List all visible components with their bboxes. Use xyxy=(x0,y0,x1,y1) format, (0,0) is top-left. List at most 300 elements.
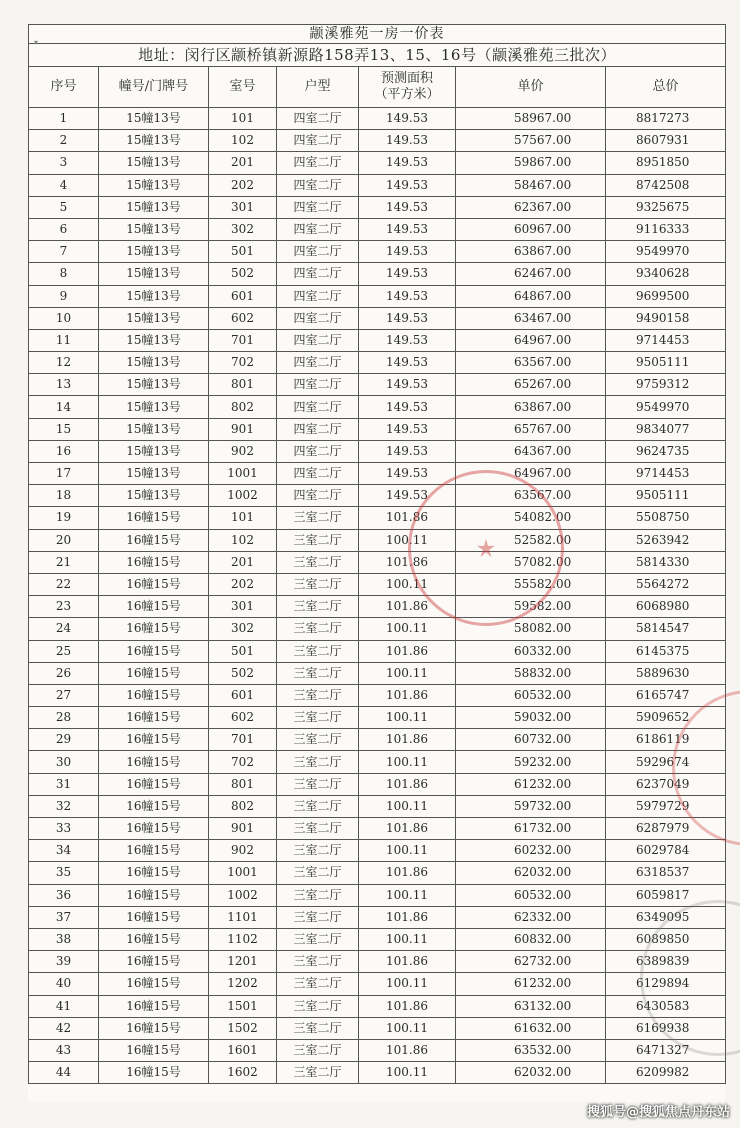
cell-total-price: 9340628 xyxy=(606,263,726,285)
table-row xyxy=(29,773,726,795)
table-row xyxy=(29,951,726,973)
cell-building: 16幢15号 xyxy=(99,573,209,595)
cell-area: 101.86 xyxy=(359,507,456,529)
cell-seq: 42 xyxy=(29,1017,99,1039)
cell-total-price: 9505111 xyxy=(606,352,726,374)
cell-building: 16幢15号 xyxy=(99,684,209,706)
cell-total-price: 6089850 xyxy=(606,928,726,950)
cell-room: 802 xyxy=(209,795,277,817)
price-sheet xyxy=(28,24,725,1102)
cell-unit-price: 55582.00 xyxy=(456,573,606,595)
cell-layout: 四室二厅 xyxy=(277,418,359,440)
cell-layout: 四室二厅 xyxy=(277,152,359,174)
cell-total-price: 8951850 xyxy=(606,152,726,174)
cell-building: 15幢13号 xyxy=(99,285,209,307)
cell-seq: 20 xyxy=(29,529,99,551)
table-row xyxy=(29,529,726,551)
cell-unit-price: 62032.00 xyxy=(456,1062,606,1084)
table-row xyxy=(29,352,726,374)
table-row xyxy=(29,440,726,462)
cell-area: 149.53 xyxy=(359,307,456,329)
cell-room: 302 xyxy=(209,218,277,240)
table-title: 颛溪雅苑一房一价表 xyxy=(29,25,726,44)
cell-area: 100.11 xyxy=(359,662,456,684)
table-row xyxy=(29,1017,726,1039)
cell-unit-price: 64867.00 xyxy=(456,285,606,307)
cell-layout: 三室二厅 xyxy=(277,707,359,729)
table-row xyxy=(29,396,726,418)
table-body xyxy=(29,108,726,1084)
cell-total-price: 5508750 xyxy=(606,507,726,529)
cell-total-price: 6471327 xyxy=(606,1039,726,1061)
cell-unit-price: 54082.00 xyxy=(456,507,606,529)
cell-layout: 三室二厅 xyxy=(277,906,359,928)
cell-area: 149.53 xyxy=(359,463,456,485)
cell-area: 100.11 xyxy=(359,529,456,551)
cell-seq: 11 xyxy=(29,329,99,351)
cell-area: 149.53 xyxy=(359,130,456,152)
cell-building: 15幢13号 xyxy=(99,174,209,196)
header-layout: 户型 xyxy=(277,67,359,108)
table-row xyxy=(29,928,726,950)
cell-room: 702 xyxy=(209,751,277,773)
cell-seq: 34 xyxy=(29,840,99,862)
table-row xyxy=(29,818,726,840)
table-row xyxy=(29,884,726,906)
cell-area: 100.11 xyxy=(359,928,456,950)
cell-building: 15幢13号 xyxy=(99,263,209,285)
cell-area: 100.11 xyxy=(359,884,456,906)
cell-unit-price: 61232.00 xyxy=(456,773,606,795)
cell-seq: 36 xyxy=(29,884,99,906)
cell-unit-price: 58082.00 xyxy=(456,618,606,640)
cell-total-price: 5929674 xyxy=(606,751,726,773)
cell-seq: 40 xyxy=(29,973,99,995)
cell-total-price: 6237049 xyxy=(606,773,726,795)
table-row xyxy=(29,285,726,307)
cell-total-price: 5889630 xyxy=(606,662,726,684)
cell-room: 102 xyxy=(209,130,277,152)
cell-building: 16幢15号 xyxy=(99,818,209,840)
cell-seq: 24 xyxy=(29,618,99,640)
cell-layout: 三室二厅 xyxy=(277,596,359,618)
cell-building: 16幢15号 xyxy=(99,928,209,950)
cell-seq: 33 xyxy=(29,818,99,840)
table-row xyxy=(29,551,726,573)
cell-building: 16幢15号 xyxy=(99,1017,209,1039)
cell-room: 901 xyxy=(209,818,277,840)
cell-room: 201 xyxy=(209,551,277,573)
cell-unit-price: 62732.00 xyxy=(456,951,606,973)
cell-total-price: 9714453 xyxy=(606,463,726,485)
cell-seq: 12 xyxy=(29,352,99,374)
cell-room: 801 xyxy=(209,773,277,795)
cell-unit-price: 58832.00 xyxy=(456,662,606,684)
cell-building: 15幢13号 xyxy=(99,418,209,440)
cell-layout: 三室二厅 xyxy=(277,751,359,773)
cell-seq: 3 xyxy=(29,152,99,174)
table-row xyxy=(29,640,726,662)
table-row xyxy=(29,507,726,529)
cell-layout: 三室二厅 xyxy=(277,529,359,551)
cell-layout: 三室二厅 xyxy=(277,884,359,906)
cell-layout: 三室二厅 xyxy=(277,1062,359,1084)
table-row xyxy=(29,374,726,396)
cell-total-price: 6169938 xyxy=(606,1017,726,1039)
cell-room: 101 xyxy=(209,507,277,529)
header-area-line2: （平方米） xyxy=(374,87,440,102)
cell-room: 301 xyxy=(209,596,277,618)
cell-seq: 1 xyxy=(29,108,99,130)
cell-unit-price: 61632.00 xyxy=(456,1017,606,1039)
cell-room: 1101 xyxy=(209,906,277,928)
cell-room: 801 xyxy=(209,374,277,396)
cell-layout: 四室二厅 xyxy=(277,174,359,196)
cell-total-price: 9505111 xyxy=(606,485,726,507)
cell-room: 501 xyxy=(209,241,277,263)
cell-total-price: 5564272 xyxy=(606,573,726,595)
cell-seq: 29 xyxy=(29,729,99,751)
cell-area: 101.86 xyxy=(359,995,456,1017)
address-line: 地址：闵行区颛桥镇新源路158弄13、15、16号（颛溪雅苑三批次） xyxy=(29,44,726,67)
cell-unit-price: 61732.00 xyxy=(456,818,606,840)
cell-unit-price: 63132.00 xyxy=(456,995,606,1017)
cell-building: 15幢13号 xyxy=(99,396,209,418)
cell-building: 16幢15号 xyxy=(99,862,209,884)
cell-seq: 5 xyxy=(29,196,99,218)
cell-room: 701 xyxy=(209,729,277,751)
table-row xyxy=(29,995,726,1017)
cell-seq: 21 xyxy=(29,551,99,573)
cell-seq: 27 xyxy=(29,684,99,706)
cell-unit-price: 58967.00 xyxy=(456,108,606,130)
cell-layout: 四室二厅 xyxy=(277,463,359,485)
cell-building: 16幢15号 xyxy=(99,906,209,928)
cell-total-price: 6349095 xyxy=(606,906,726,928)
cell-building: 15幢13号 xyxy=(99,108,209,130)
cell-unit-price: 61232.00 xyxy=(456,973,606,995)
cell-area: 101.86 xyxy=(359,862,456,884)
cell-seq: 9 xyxy=(29,285,99,307)
cell-room: 1601 xyxy=(209,1039,277,1061)
cell-total-price: 9624735 xyxy=(606,440,726,462)
cell-building: 16幢15号 xyxy=(99,995,209,1017)
table-row xyxy=(29,307,726,329)
cell-area: 149.53 xyxy=(359,218,456,240)
cell-area: 101.86 xyxy=(359,684,456,706)
cell-room: 301 xyxy=(209,196,277,218)
cell-unit-price: 62467.00 xyxy=(456,263,606,285)
cell-seq: 8 xyxy=(29,263,99,285)
table-row xyxy=(29,573,726,595)
source-watermark: 搜狐号@搜狐焦点丹东站 xyxy=(586,1105,730,1120)
cell-unit-price: 58467.00 xyxy=(456,174,606,196)
cell-seq: 16 xyxy=(29,440,99,462)
cell-room: 1002 xyxy=(209,884,277,906)
cell-room: 102 xyxy=(209,529,277,551)
cell-unit-price: 52582.00 xyxy=(456,529,606,551)
cell-unit-price: 60232.00 xyxy=(456,840,606,862)
cell-area: 100.11 xyxy=(359,618,456,640)
cell-layout: 三室二厅 xyxy=(277,973,359,995)
cell-unit-price: 63867.00 xyxy=(456,241,606,263)
cell-area: 101.86 xyxy=(359,596,456,618)
cell-building: 15幢13号 xyxy=(99,463,209,485)
cell-unit-price: 63467.00 xyxy=(456,307,606,329)
table-row xyxy=(29,795,726,817)
cell-building: 15幢13号 xyxy=(99,152,209,174)
cell-unit-price: 59732.00 xyxy=(456,795,606,817)
cell-seq: 2 xyxy=(29,130,99,152)
cell-building: 16幢15号 xyxy=(99,640,209,662)
cell-building: 16幢15号 xyxy=(99,1062,209,1084)
cell-total-price: 9834077 xyxy=(606,418,726,440)
cell-room: 1201 xyxy=(209,951,277,973)
cell-unit-price: 59582.00 xyxy=(456,596,606,618)
cell-layout: 三室二厅 xyxy=(277,507,359,529)
header-seq: 序号 xyxy=(29,67,99,108)
cell-unit-price: 57567.00 xyxy=(456,130,606,152)
cell-area: 100.11 xyxy=(359,840,456,862)
cell-unit-price: 63532.00 xyxy=(456,1039,606,1061)
cell-room: 1001 xyxy=(209,463,277,485)
table-row xyxy=(29,973,726,995)
cell-total-price: 5814330 xyxy=(606,551,726,573)
cell-area: 100.11 xyxy=(359,751,456,773)
cell-room: 1502 xyxy=(209,1017,277,1039)
cell-room: 501 xyxy=(209,640,277,662)
cell-total-price: 5263942 xyxy=(606,529,726,551)
cell-building: 16幢15号 xyxy=(99,596,209,618)
cell-area: 149.53 xyxy=(359,329,456,351)
cell-room: 101 xyxy=(209,108,277,130)
cell-total-price: 5814547 xyxy=(606,618,726,640)
cell-total-price: 9549970 xyxy=(606,241,726,263)
cell-layout: 四室二厅 xyxy=(277,485,359,507)
cell-total-price: 6029784 xyxy=(606,840,726,862)
cell-building: 16幢15号 xyxy=(99,662,209,684)
cell-seq: 18 xyxy=(29,485,99,507)
cell-unit-price: 60832.00 xyxy=(456,928,606,950)
cell-layout: 三室二厅 xyxy=(277,729,359,751)
cell-layout: 三室二厅 xyxy=(277,1039,359,1061)
cell-room: 701 xyxy=(209,329,277,351)
cell-total-price: 6145375 xyxy=(606,640,726,662)
cell-total-price: 6209982 xyxy=(606,1062,726,1084)
cell-area: 100.11 xyxy=(359,1062,456,1084)
cell-area: 101.86 xyxy=(359,818,456,840)
cell-area: 100.11 xyxy=(359,707,456,729)
table-row xyxy=(29,862,726,884)
table-row xyxy=(29,1039,726,1061)
cell-building: 16幢15号 xyxy=(99,618,209,640)
cell-seq: 4 xyxy=(29,174,99,196)
table-row xyxy=(29,485,726,507)
cell-unit-price: 60967.00 xyxy=(456,218,606,240)
cell-unit-price: 62367.00 xyxy=(456,196,606,218)
cell-room: 601 xyxy=(209,285,277,307)
cell-area: 101.86 xyxy=(359,1039,456,1061)
cell-area: 100.11 xyxy=(359,573,456,595)
cell-unit-price: 65767.00 xyxy=(456,418,606,440)
cell-room: 902 xyxy=(209,840,277,862)
cell-total-price: 9325675 xyxy=(606,196,726,218)
cell-layout: 三室二厅 xyxy=(277,818,359,840)
cell-seq: 23 xyxy=(29,596,99,618)
cell-seq: 44 xyxy=(29,1062,99,1084)
cell-room: 1602 xyxy=(209,1062,277,1084)
cell-total-price: 6389839 xyxy=(606,951,726,973)
cell-seq: 37 xyxy=(29,906,99,928)
cell-room: 601 xyxy=(209,684,277,706)
cell-unit-price: 64967.00 xyxy=(456,463,606,485)
cell-total-price: 9714453 xyxy=(606,329,726,351)
cell-unit-price: 64367.00 xyxy=(456,440,606,462)
cell-room: 202 xyxy=(209,573,277,595)
cell-unit-price: 60532.00 xyxy=(456,884,606,906)
cell-total-price: 9549970 xyxy=(606,396,726,418)
cell-total-price: 6287979 xyxy=(606,818,726,840)
cell-unit-price: 63567.00 xyxy=(456,352,606,374)
price-table xyxy=(28,24,726,1084)
cell-unit-price: 59232.00 xyxy=(456,751,606,773)
cell-seq: 6 xyxy=(29,218,99,240)
cell-area: 101.86 xyxy=(359,729,456,751)
cell-room: 202 xyxy=(209,174,277,196)
table-row xyxy=(29,152,726,174)
cell-building: 15幢13号 xyxy=(99,485,209,507)
cell-seq: 32 xyxy=(29,795,99,817)
table-row xyxy=(29,108,726,130)
cell-unit-price: 63867.00 xyxy=(456,396,606,418)
cell-building: 16幢15号 xyxy=(99,729,209,751)
cell-total-price: 6318537 xyxy=(606,862,726,884)
cell-layout: 四室二厅 xyxy=(277,329,359,351)
cell-room: 502 xyxy=(209,662,277,684)
cell-layout: 三室二厅 xyxy=(277,795,359,817)
cell-building: 15幢13号 xyxy=(99,352,209,374)
cell-total-price: 6059817 xyxy=(606,884,726,906)
cell-total-price: 8817273 xyxy=(606,108,726,130)
cell-building: 16幢15号 xyxy=(99,973,209,995)
cell-layout: 三室二厅 xyxy=(277,1017,359,1039)
cell-area: 149.53 xyxy=(359,241,456,263)
cell-room: 1202 xyxy=(209,973,277,995)
cell-layout: 四室二厅 xyxy=(277,374,359,396)
header-area-line1: 预测面积 xyxy=(380,71,433,86)
cell-room: 1001 xyxy=(209,862,277,884)
cell-building: 16幢15号 xyxy=(99,795,209,817)
cell-area: 100.11 xyxy=(359,795,456,817)
cell-total-price: 6165747 xyxy=(606,684,726,706)
cell-room: 1102 xyxy=(209,928,277,950)
table-row xyxy=(29,840,726,862)
cell-room: 702 xyxy=(209,352,277,374)
table-row xyxy=(29,196,726,218)
cell-building: 16幢15号 xyxy=(99,773,209,795)
cell-building: 15幢13号 xyxy=(99,196,209,218)
cell-layout: 四室二厅 xyxy=(277,285,359,307)
cell-seq: 7 xyxy=(29,241,99,263)
cell-seq: 39 xyxy=(29,951,99,973)
table-row xyxy=(29,329,726,351)
header-unit-price: 单价 xyxy=(456,67,606,108)
cell-total-price: 8607931 xyxy=(606,130,726,152)
cell-total-price: 6068980 xyxy=(606,596,726,618)
cell-seq: 31 xyxy=(29,773,99,795)
cell-seq: 14 xyxy=(29,396,99,418)
cell-unit-price: 59032.00 xyxy=(456,707,606,729)
cell-room: 302 xyxy=(209,618,277,640)
cell-layout: 三室二厅 xyxy=(277,951,359,973)
cell-layout: 三室二厅 xyxy=(277,640,359,662)
cell-room: 1501 xyxy=(209,995,277,1017)
cell-area: 101.86 xyxy=(359,773,456,795)
header-total-price: 总价 xyxy=(606,67,726,108)
table-row xyxy=(29,218,726,240)
cell-total-price: 9116333 xyxy=(606,218,726,240)
table-row xyxy=(29,463,726,485)
table-row xyxy=(29,751,726,773)
cell-seq: 25 xyxy=(29,640,99,662)
table-row xyxy=(29,263,726,285)
cell-total-price: 6430583 xyxy=(606,995,726,1017)
cell-area: 149.53 xyxy=(359,196,456,218)
cell-building: 16幢15号 xyxy=(99,751,209,773)
cell-seq: 22 xyxy=(29,573,99,595)
cell-building: 16幢15号 xyxy=(99,507,209,529)
cell-seq: 41 xyxy=(29,995,99,1017)
cell-unit-price: 57082.00 xyxy=(456,551,606,573)
cell-building: 15幢13号 xyxy=(99,307,209,329)
cell-area: 149.53 xyxy=(359,108,456,130)
cell-area: 149.53 xyxy=(359,374,456,396)
cell-area: 149.53 xyxy=(359,352,456,374)
cell-layout: 四室二厅 xyxy=(277,218,359,240)
cell-room: 602 xyxy=(209,707,277,729)
cell-room: 901 xyxy=(209,418,277,440)
cell-layout: 三室二厅 xyxy=(277,573,359,595)
cell-building: 16幢15号 xyxy=(99,529,209,551)
cell-area: 100.11 xyxy=(359,973,456,995)
header-room: 室号 xyxy=(209,67,277,108)
cell-layout: 三室二厅 xyxy=(277,684,359,706)
table-row xyxy=(29,418,726,440)
cell-building: 16幢15号 xyxy=(99,551,209,573)
cell-total-price: 9490158 xyxy=(606,307,726,329)
cell-area: 100.11 xyxy=(359,1017,456,1039)
cell-layout: 三室二厅 xyxy=(277,773,359,795)
cell-seq: 15 xyxy=(29,418,99,440)
cell-total-price: 9699500 xyxy=(606,285,726,307)
cell-area: 149.53 xyxy=(359,285,456,307)
cell-building: 16幢15号 xyxy=(99,840,209,862)
cell-seq: 17 xyxy=(29,463,99,485)
cell-building: 15幢13号 xyxy=(99,374,209,396)
table-row xyxy=(29,174,726,196)
cell-building: 16幢15号 xyxy=(99,884,209,906)
cell-total-price: 5979729 xyxy=(606,795,726,817)
cell-unit-price: 60732.00 xyxy=(456,729,606,751)
cell-area: 149.53 xyxy=(359,396,456,418)
cell-unit-price: 59867.00 xyxy=(456,152,606,174)
cell-layout: 四室二厅 xyxy=(277,196,359,218)
cell-room: 602 xyxy=(209,307,277,329)
cell-unit-price: 62332.00 xyxy=(456,906,606,928)
cell-building: 15幢13号 xyxy=(99,329,209,351)
table-row xyxy=(29,707,726,729)
cell-layout: 四室二厅 xyxy=(277,108,359,130)
